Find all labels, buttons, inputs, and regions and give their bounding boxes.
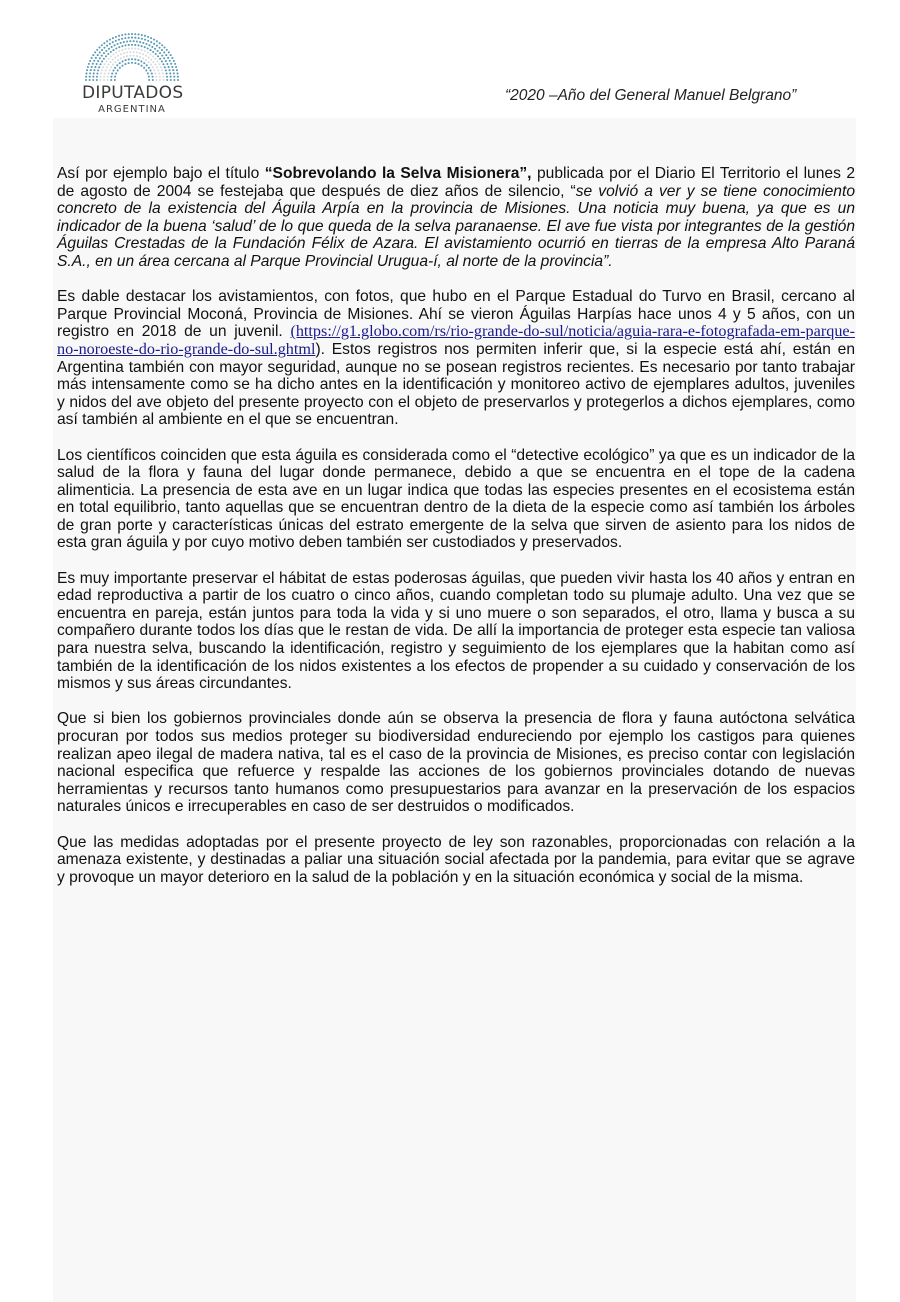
paragraph-text: Es dable destacar los avistamientos, con fotos, que hubo en el Parque Estadual do Turvo en Brasil, cercano al Parque Provincial Moconá, Provincia de Misiones. Ahí se vieron Águilas Harpías hace unos 4 y 5 años, con un registro en 2018 de un juvenil. [57,288,855,341]
paragraph-3: Los científicos coinciden que esta águila es considerada como el “detective ecológico” ya que es un indicador de la salud de la flora y fauna del lugar donde permanece, debido a que se encuentra en el tope de la cadena alimenticia. La presencia de esta ave en un lugar indica que todas las especies presentes en el ecosistema están en total equilibrio, tanto aquellas que se encuentran dentro de la dieta de la especie como así también los árboles de gran porte y características únicas del estrato emergente de la selva que sirven de asiento para los nidos de esta gran águila y por cuyo motivo deben también ser custodiados y preservados. [57,446,855,552]
document-page [53,118,856,1302]
year-motto: “2020 –Año del General Manuel Belgrano” [505,87,797,104]
paragraph-5: Que si bien los gobiernos provinciales donde aún se observa la presencia de flora y fauna autóctona selvática procuran por todos sus medios proteger su biodiversidad endureciendo por ejemplo los castigos para quienes realizan apeo ilegal de madera nativa, tal es el caso de la provincia de Misiones, es preciso contar con legislación nacional especifica que refuerce y respalde las acciones de los gobiernos provinciales dotando de nuevas herramientas y recursos tanto humanos como presupuestarios para avanzar en la preservación de los espacios naturales únicos e irrecuperables en caso de ser destruidos o modificados. [57,710,855,816]
article-title: “Sobrevolando la Selva Misionera”, [264,165,532,182]
source-link[interactable]: (https://g1.globo.com/rs/rio-grande-do-sul/noticia/aguia-rara-e-fotografada-em-parque-no-noroeste-do-rio-grande-do-sul.ghtml [57,322,855,358]
paragraph-text: publicada por el Diario El Territorio el lunes 2 de agosto de 2004 se festejaba que después de diez años de silencio, “ [57,165,855,200]
paragraph-text: ). Estos registros nos permiten inferir que, si la especie está ahí, están en Argentina también con mayor seguridad, aunque no se posean registros recientes. Es necesario por tanto trabajar más intensamente como se ha dicho antes en la identificación y monitoreo activo de ejemplares adultos, juveniles y nidos del ave objeto del presente proyecto con el objeto de preservarlos y protegerlos a dichos ejemplares, como así también al ambiente en el que se encuentran. [57,340,855,429]
paragraph-text: Así por ejemplo bajo el título [57,165,265,182]
paragraph-4: Es muy importante preservar el hábitat de estas poderosas águilas, que pueden vivir hasta los 40 años y entran en edad reproductiva a partir de los cuatro o cinco años, cuando completan todo su plumaje adulto. Una vez que se encuentra en pareja, están juntos para toda la vida y si uno muere o son separados, el otro, llama y busca a su compañero durante todos los días que le restan de vida. De allí la importancia de proteger esta especie tan valiosa para nuestra selva, buscando la identificación, registro y seguimiento de los ejemplares que la habitan como así también de la identificación de los nidos existentes a los efectos de propender a su cuidado y conservación de los mismos y sus áreas circundantes. [57,569,855,693]
paragraph-6: Que las medidas adoptadas por el presente proyecto de ley son razonables, proporcionadas con relación a la amenaza existente, y destinadas a paliar una situación social afectada por la pandemia, para evitar que se agrave y provoque un mayor deterioro en la salud de la población y en la situación económica y social de la misma. [57,833,855,886]
diputados-logo [82,26,182,120]
document-body [57,165,855,904]
quoted-text: se volvió a ver y se tiene conocimiento concreto de la existencia del Águila Arpía en la provincia de Misiones. Una noticia muy buena, ya que es un indicador de la buena ‘salud’ de lo que queda de la selva paranaense. El ave fue vista por integrantes de la gestión Águilas Crestadas de la Fundación Félix de Azara. El avistamiento ocurrió en tierras de la empresa Alto Paraná S.A., en un área cercana al Parque Provincial Urugua-í, al norte de la provincia”. [57,182,855,270]
logo-title: DIPUTADOS [82,83,184,103]
logo-subtitle: ARGENTINA [98,104,166,115]
hemicycle-icon [84,26,180,82]
paragraph-1 [57,165,855,271]
paragraph-2 [57,288,855,429]
